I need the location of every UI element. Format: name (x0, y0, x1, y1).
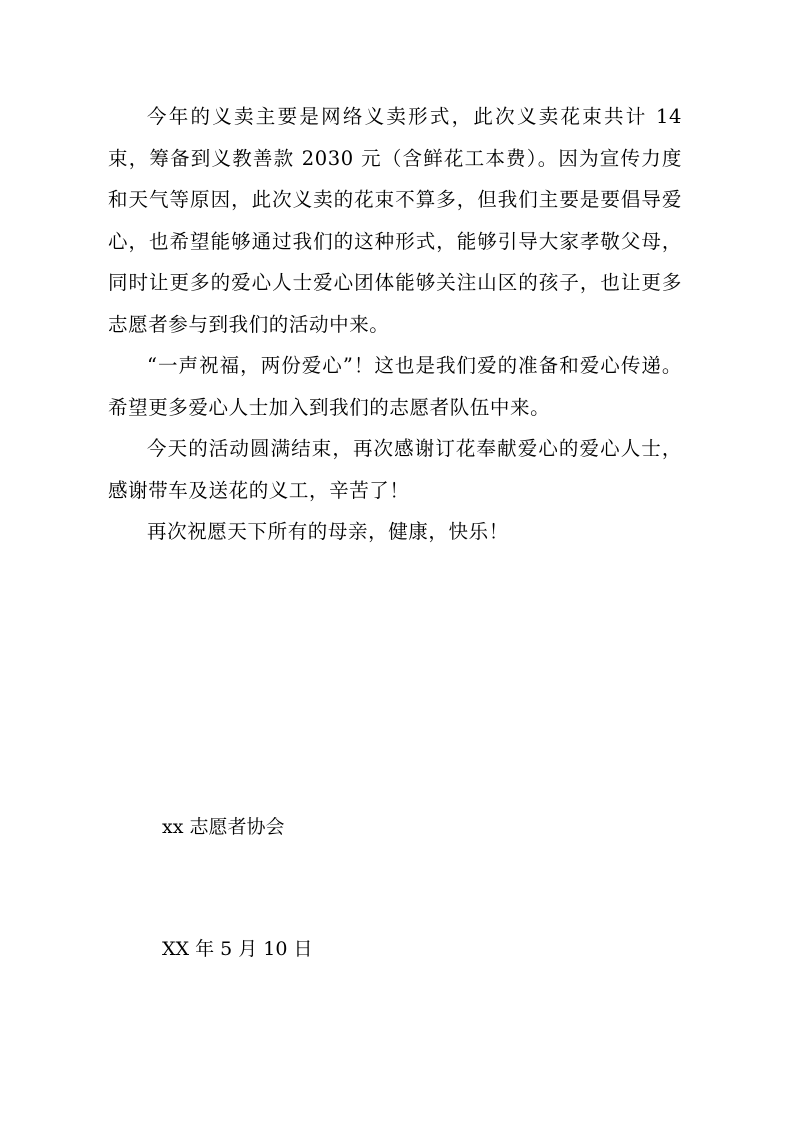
document-body (108, 96, 682, 553)
signature-date: XX 年 5 月 10 日 (162, 938, 313, 960)
signature-organization: xx 志愿者协会 (162, 816, 285, 838)
paragraph-charity-sale-summary: 今年的义卖主要是网络义卖形式，此次义卖花束共计 14 束，筹备到义教善款 2030 元（含鲜花工本费）。因为宣传力度和天气等原因，此次义卖的花束不算多，但我们主要是要倡导爱心，也希望能够通过我们的这种形式，能够引导大家孝敬父母，同时让更多的爱心人士爱心团体能够关注山区的孩子，也让更多志愿者参与到我们的活动中来。 (108, 105, 682, 336)
paragraph-wishes: 再次祝愿天下所有的母亲，健康，快乐！ (147, 520, 509, 543)
paragraph-thanks: 今天的活动圆满结束，再次感谢订花奉献爱心的爱心人士，感谢带车及送花的义工，辛苦了！ (108, 437, 682, 502)
paragraph-blessing-slogan: “一声祝福，两份爱心”！这也是我们爱的准备和爱心传递。希望更多爱心人士加入到我们的志愿者队伍中来。 (108, 354, 682, 419)
